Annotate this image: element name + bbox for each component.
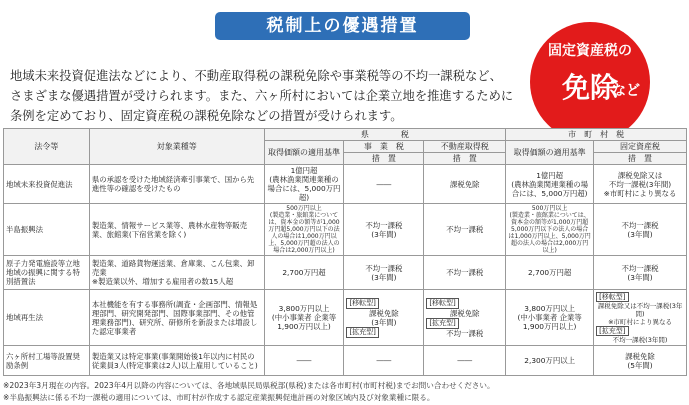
cell-re: 課税免除 <box>424 165 506 204</box>
intro-line: さまざまな優遇措置が受けられます。また、六ヶ所村においては企業立地を推進するために <box>10 89 514 103</box>
cell-fixed: 課税免除 (5年間) <box>594 346 687 376</box>
header-measure: 措 置 <box>424 153 506 165</box>
cell-acq: 500万円以上 (製造業・旅館業については、資本金の額等が1,000万円超5,000万円以下の法人の場合は1,000万円以上、5,000万円超の法人の場合は2,000万円以上) <box>264 204 344 256</box>
cell-acq: 2,700万円超 <box>264 256 344 290</box>
cell-fixed: 不均一課税 (3年間) <box>594 256 687 290</box>
cell-fixed <box>594 290 687 346</box>
badge-line1: 固定資産税の <box>548 43 632 59</box>
intro-text <box>10 66 530 126</box>
tag-relocation: [移転型] <box>426 298 458 309</box>
cell-target: 製造業、道路貨物運送業、倉庫業、こん包業、卸売業 ※製造業以外、増加する雇用者の数15人超 <box>89 256 264 290</box>
cell-re: 不均一課税 <box>424 204 506 256</box>
cell-target: 県の承認を受けた地域経済牽引事業で、国から先進性等の確認を受けたもの <box>89 165 264 204</box>
header-target: 対象業種等 <box>89 129 264 165</box>
table-row <box>4 346 687 376</box>
tag-relocation: [移転型] <box>596 292 628 302</box>
footnote: ※半島振興法に係る不均一課税の適用については、市町村が作成する認定産業振興促進計画の対象区域内及び対象業種に限る。 <box>3 393 435 402</box>
promo-badge <box>530 22 650 142</box>
cell-target: 本社機能を有する事務所(調査・企画部門、情報処理部門、研究開発部門、国際事業部門、その他管理業務部門)、研究所、研修所を新設または増設した認定事業者 <box>89 290 264 346</box>
header-acq2: 取得価額の適用基準 <box>506 141 594 165</box>
cell-law: 地域未来投資促進法 <box>4 165 90 204</box>
header-acq: 取得価額の適用基準 <box>264 141 344 165</box>
cell-acq: 3,800万円以上 (中小事業者 企業等 1,900万円以上) <box>264 290 344 346</box>
cell-law: 原子力発電施設等立地地域の振興に関する特別措置法 <box>4 256 90 290</box>
cell-fixed-value: 課税免除又は不均一課税(3年間) ※市町村により異なる <box>597 301 683 326</box>
cell-fixed-value2: 不均一課税(3年間) <box>612 335 668 344</box>
cell-law: 地域再生法 <box>4 290 90 346</box>
cell-re-value2: 不均一課税 <box>446 328 484 338</box>
tax-table <box>3 128 687 376</box>
cell-acq2: 3,800万円以上 (中小事業者 企業等 1,900万円以上) <box>506 290 594 346</box>
cell-acq: 1億円超 (農林漁業関連業種の場合には、5,000万円超) <box>264 165 344 204</box>
cell-re-value: 課税免除 <box>449 308 480 318</box>
table-row <box>4 165 687 204</box>
cell-law: 六ヶ所村工場等設置奨励条例 <box>4 346 90 376</box>
tag-relocation: [移転型] <box>346 298 378 309</box>
page-title: 税制上の優遇措置 <box>215 12 470 40</box>
header-biz-tax: 事 業 税 <box>344 141 424 153</box>
cell-acq2: 500万円以上 (製造業・旅館業については、資本金の額等が1,000万円超5,000万円以下の法人の場合は1,000万円以上、5,000万円超の法人の場合は2,000万円以上) <box>506 204 594 256</box>
cell-re: ―― <box>424 346 506 376</box>
cell-biz: 不均一課税 (3年間) <box>344 256 424 290</box>
cell-biz <box>344 290 424 346</box>
header-city: 市 町 村 税 <box>506 129 687 141</box>
cell-law: 半島振興法 <box>4 204 90 256</box>
badge-line3: など <box>612 83 640 99</box>
intro-line: 地域未来投資促進法などにより、不動産取得税の課税免除や事業税等の不均一課税など、 <box>10 69 502 83</box>
cell-acq: ―― <box>264 346 344 376</box>
header-law: 法令等 <box>4 129 90 165</box>
cell-acq2: 2,300万円以上 <box>506 346 594 376</box>
cell-re: 不均一課税 <box>424 256 506 290</box>
badge-line2: 免除 <box>561 71 618 104</box>
cell-fixed: 不均一課税 (3年間) <box>594 204 687 256</box>
table-row <box>4 256 687 290</box>
cell-fixed: 課税免除又は 不均一課税(3年間) ※市町村により異なる <box>594 165 687 204</box>
cell-biz: ―― <box>344 346 424 376</box>
header-prefecture: 県 税 <box>264 129 506 141</box>
cell-acq2: 1億円超 (農林漁業関連業種の場合には、5,000万円超) <box>506 165 594 204</box>
tag-expansion: [拡充型] <box>426 318 458 329</box>
cell-acq2: 2,700万円超 <box>506 256 594 290</box>
header-measure: 措 置 <box>344 153 424 165</box>
cell-target: 製造業、情報サービス業等、農林水産物等販売業、旅館業(下宿営業を除く) <box>89 204 264 256</box>
cell-biz-value: 課税免除 (3年間) <box>369 308 399 327</box>
footnote: ※2023年3月現在の内容。2023年4月以降の内容については、各地域県民局県税部(県税)または各市町村(市町村税)までお問い合わせください。 <box>3 381 495 390</box>
header-re-tax: 不動産取得税 <box>424 141 506 153</box>
header-measure: 措 置 <box>594 153 687 165</box>
cell-biz: ―― <box>344 165 424 204</box>
header-fixed: 固定資産税 <box>594 141 687 153</box>
tag-expansion: [拡充型] <box>346 327 378 338</box>
cell-target: 製造業又は特定事業(事業開始後1年以内に村民の従業員3人(特定事業は2人)以上雇用していること) <box>89 346 264 376</box>
table-row <box>4 290 687 346</box>
intro-line: 条例を定めており、固定資産税の課税免除などの措置が受けられます。 <box>10 109 403 123</box>
cell-biz: 不均一課税 (3年間) <box>344 204 424 256</box>
tag-expansion: [拡充型] <box>596 326 628 336</box>
cell-re <box>424 290 506 346</box>
table-row <box>4 204 687 256</box>
